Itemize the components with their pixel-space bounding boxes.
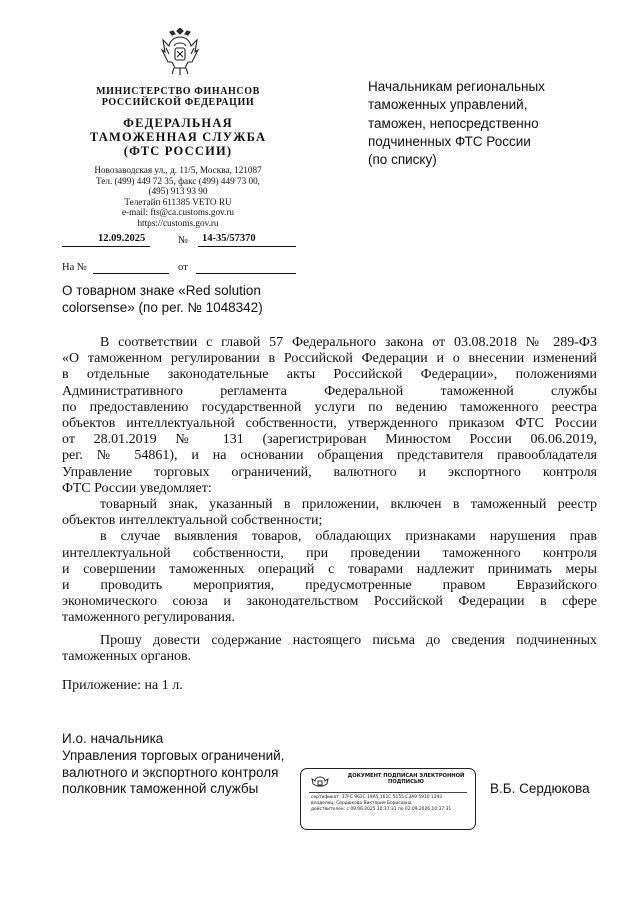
service-line-1: ФЕДЕРАЛЬНАЯ — [123, 116, 233, 130]
from-line — [196, 260, 296, 274]
address-line: Новозаводская ул., д. 11/5, Москва, 121087 — [94, 165, 262, 175]
ministry-line-2: РОССИЙСКОЙ ФЕДЕРАЦИИ — [101, 97, 255, 108]
address-line: Тел. (499) 449 72 35, факс (499) 449 73 00, — [96, 175, 260, 186]
body-line: от 28.01.2019 № 131 (зарегистрирован Минюстом России 06.06.2019, — [62, 432, 597, 448]
attachment-line: Приложение: на 1 л. — [62, 678, 183, 694]
body-line: объектов интеллектуальной собственности; — [62, 513, 323, 529]
body-line: и проводить мероприятия, предусмотренные правом Евразийского — [62, 578, 597, 594]
body-line: товарный знак, указанный в приложении, включен в таможенный реестр — [100, 497, 597, 513]
ref-label: На № — [62, 262, 87, 273]
recipient-block — [368, 78, 608, 169]
e-signature-stamp — [300, 768, 476, 830]
address-block — [58, 165, 298, 229]
recipient-line: таможен, непосредственно — [368, 115, 539, 131]
body-line: ФТС России уведомляет: — [62, 480, 212, 496]
subject-block — [62, 282, 322, 316]
subject-line: colorsense» (по рег. № 1048342) — [62, 300, 263, 315]
emblem-icon — [160, 28, 200, 76]
body-line: в случае выявления товаров, обладающих признаками нарушения прав — [100, 529, 597, 545]
address-line: e-mail: fts@ca.customs.gov.ru — [122, 207, 234, 218]
stamp-detail-line: сертификат: 37FC 962C 19A5 161C 5155 C3A9 5910 1293 — [311, 795, 443, 800]
number-line — [198, 233, 296, 247]
stamp-title-line: ПОДПИСЬЮ — [388, 779, 424, 785]
recipient-line: (по списку) — [368, 152, 437, 168]
recipient-line: подчиненных ФТС России — [368, 133, 531, 149]
number-label: № — [178, 235, 189, 246]
date-line — [62, 233, 150, 247]
position-line: И.о. начальника — [62, 731, 164, 746]
body-line: В соответствии с главой 57 Федерального закона от 03.08.2018 № 289-ФЗ — [100, 335, 597, 350]
body-line: интеллектуальной собственности, при проведении таможенного контроля — [62, 545, 597, 561]
address-line: (495) 913 93 90 — [148, 186, 208, 197]
doc-number: 14-35/57370 — [202, 233, 256, 244]
ref-line — [93, 260, 169, 274]
stamp-detail-line: действителен: с 09.06.2025 10:37:31 по 02.09.2026 10:37:31 — [311, 807, 452, 813]
position-line: валютного и экспортного контроля — [62, 764, 279, 780]
body-line: по предоставлению государственной услуги по ведению таможенного реестра — [62, 399, 597, 415]
body-line: «О таможенном регулировании в Российской Федерации и о внесении изменений — [62, 351, 597, 367]
body-line: таможенных органов. — [62, 648, 192, 664]
stamp-title — [341, 773, 471, 785]
service-line-2: ТАМОЖЕННАЯ СЛУЖБА — [89, 130, 267, 144]
doc-date: 12.09.2025 — [98, 233, 146, 244]
body-line: в отдельные законодательные акты Российской Федерации», положениями — [62, 367, 597, 383]
stamp-detail-line: владелец: Сердюкова Виктория Борисовна — [311, 801, 412, 807]
recipient-line: Начальникам региональных — [368, 79, 545, 94]
from-label: от — [178, 262, 188, 273]
service-line-3: (ФТС РОССИИ) — [123, 144, 233, 158]
ministry-line-1: МИНИСТЕРСТВО ФИНАНСОВ — [96, 86, 260, 97]
stamp-emblem-icon — [311, 774, 329, 793]
signature-position — [62, 731, 312, 798]
body-line: Прошу довести содержание настоящего письма до сведения подчиненных — [100, 632, 597, 648]
body-line: и совершении таможенных операций с товарами надлежит принимать меры — [62, 561, 597, 577]
stamp-title-line: ДОКУМЕНТ ПОДПИСАН ЭЛЕКТРОННОЙ — [347, 773, 465, 779]
stamp-details — [311, 795, 473, 814]
position-line: Управления торговых ограничений, — [62, 747, 285, 763]
address-line: Телетайп 611385 VETO RU — [124, 196, 232, 207]
body-line: объектов интеллектуальной собственности, утвержденного приказом ФТС России — [62, 416, 597, 432]
body-line: рег. № 54861), и на основании обращения представителя правообладателя — [62, 448, 597, 464]
body-line: Административного регламента Федеральной таможенной службы — [62, 383, 597, 399]
address-line: https://customs.gov.ru — [137, 217, 219, 228]
letter-body — [62, 335, 597, 694]
stamp-divider — [309, 792, 467, 793]
body-line: таможенного регулирования. — [62, 610, 235, 626]
body-line: Управление торговых ограничений, валютного и экспортного контроля — [62, 464, 597, 480]
signer-name: В.Б. Сердюкова — [490, 781, 590, 796]
recipient-line: таможенных управлений, — [368, 97, 528, 113]
body-line: экономического союза и законодательством Российской Федерации в сфере — [62, 594, 597, 610]
subject-line: О товарном знаке «Red solution — [62, 283, 261, 298]
position-line: полковник таможенной службы — [62, 781, 259, 797]
